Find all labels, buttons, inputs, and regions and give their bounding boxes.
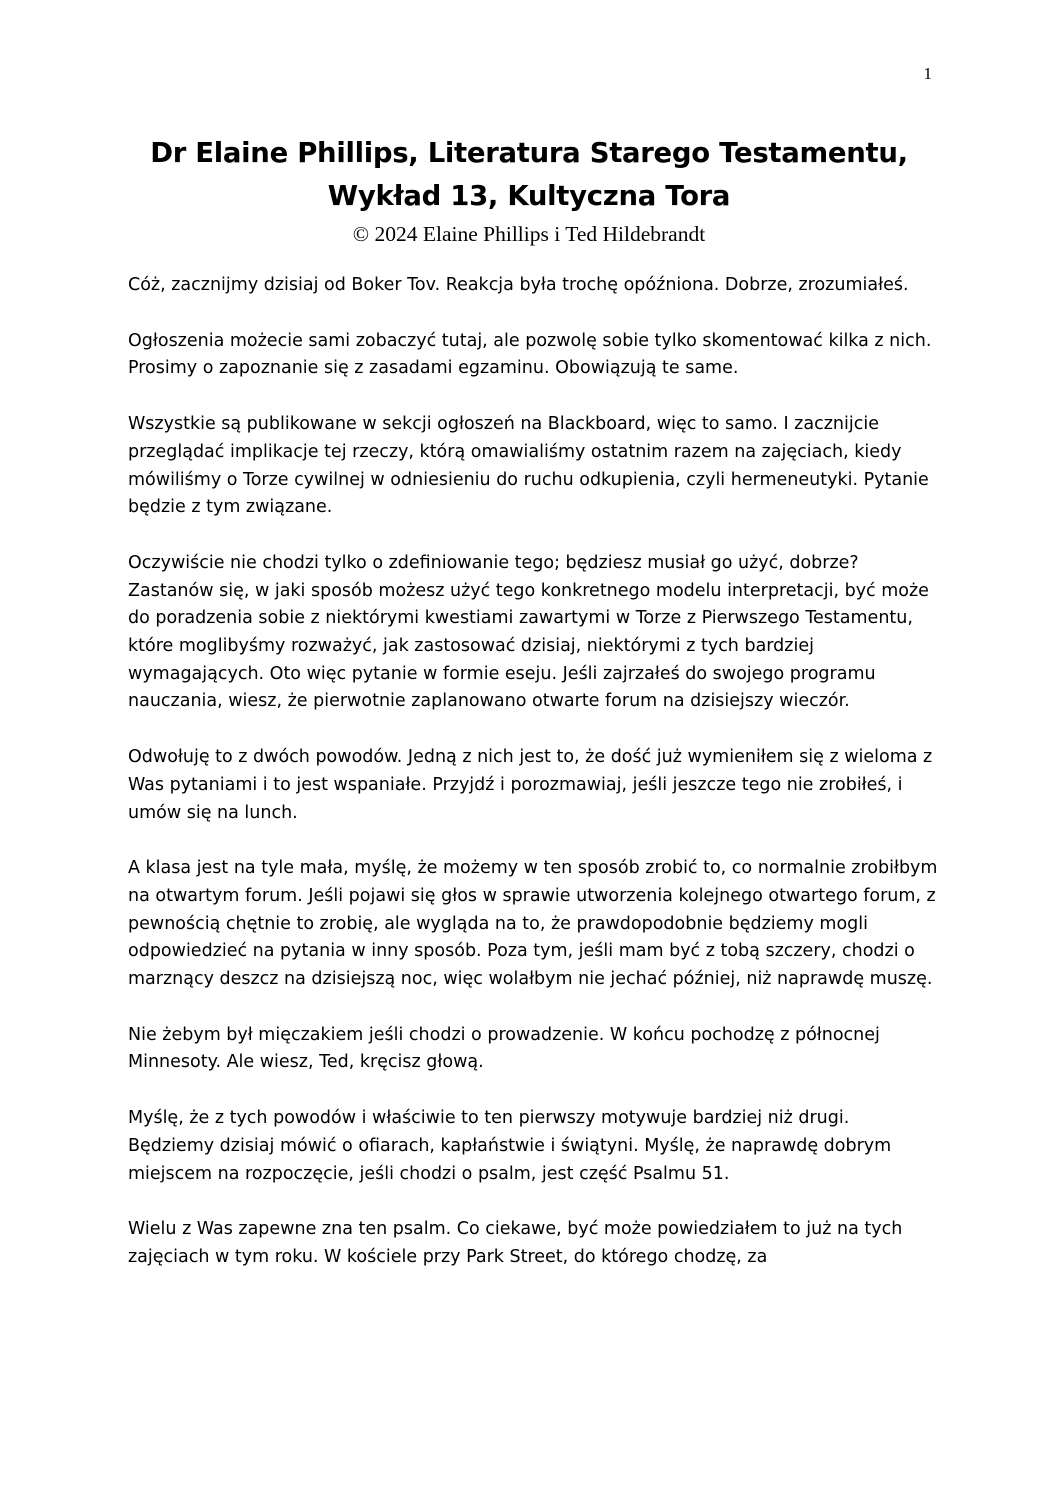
paragraph: Ogłoszenia możecie sami zobaczyć tutaj, ale pozwolę sobie tylko skomentować kilka z nich. Prosimy o zapoznanie się z zasadami egzaminu. Obowiązują te same. — [128, 330, 932, 379]
page-number: 1 — [923, 64, 932, 83]
title-line-2: Wykład 13, Kultyczna Tora — [327, 180, 731, 212]
paragraph: Oczywiście nie chodzi tylko o zdefiniowanie tego; będziesz musiał go użyć, dobrze? Zastanów się, w jaki sposób możesz użyć tego konkretnego modelu interpretacji, być może do poradzenia sobie z niektórymi kwestiami zawartymi w Torze z Pierwszego Testamentu, które moglibyśmy rozważyć, jak zastosować dzisiaj, niektórymi z tych bardziej wymagających. Oto więc pytanie w formie eseju. Jeśli zajrzałeś do swojego programu nauczania, wiesz, że pierwotnie zaplanowano otwarte forum na dzisiejszy wieczór. — [128, 552, 929, 712]
title-line-1: Dr Elaine Phillips, Literatura Starego Testamentu, — [150, 137, 908, 169]
paragraph: Wielu z Was zapewne zna ten psalm. Co ciekawe, być może powiedziałem to już na tych zajęciach w tym roku. W kościele przy Park Street, do którego chodzę, za — [128, 1219, 903, 1267]
paragraph: Nie żebym był mięczakiem jeśli chodzi o prowadzenie. W końcu pochodzę z północnej Minnesoty. Ale wiesz, Ted, kręcisz głową. — [128, 1024, 880, 1073]
document-title — [100, 132, 958, 218]
paragraph: Cóż, zacznijmy dzisiaj od Boker Tov. Reakcja była trochę opóźniona. Dobrze, zrozumiałeś. — [128, 275, 909, 295]
paragraph: Wszystkie są publikowane w sekcji ogłoszeń na Blackboard, więc to samo. I zacznijcie przeglądać implikacje tej rzeczy, którą omawialiśmy ostatnim razem na zajęciach, kiedy mówiliśmy o Torze cywilnej w odniesieniu do ruchu odkupienia, czyli hermeneutyki. Pytanie będzie z tym związane. — [128, 414, 929, 518]
paragraph: A klasa jest na tyle mała, myślę, że możemy w ten sposób zrobić to, co normalnie zrobiłbym na otwartym forum. Jeśli pojawi się głos w sprawie utworzenia kolejnego otwartego forum, z pewnością chętnie to zrobię, ale wygląda na to, że prawdopodobnie będziemy mogli odpowiedzieć na pytania w inny sposób. Poza tym, jeśli mam być z tobą szczery, chodzi o marznący deszcz na dzisiejszą noc, więc wolałbym nie jechać później, niż naprawdę muszę. — [128, 858, 938, 990]
copyright-notice: © 2024 Elaine Phillips i Ted Hildebrandt — [352, 222, 706, 246]
paragraph: Myślę, że z tych powodów i właściwie to ten pierwszy motywuje bardziej niż drugi. Będziemy dzisiaj mówić o ofiarach, kapłaństwie i świątyni. Myślę, że naprawdę dobrym miejscem na rozpoczęcie, jeśli chodzi o psalm, jest część Psalmu 51. — [128, 1108, 892, 1184]
paragraph: Odwołuję to z dwóch powodów. Jedną z nich jest to, że dość już wymieniłem się z wieloma z Was pytaniami i to jest wspaniałe. Przyjdź i porozmawiaj, jeśli jeszcze tego nie zrobiłeś, i umów się na lunch. — [128, 747, 933, 823]
transcript-body — [128, 272, 940, 1300]
